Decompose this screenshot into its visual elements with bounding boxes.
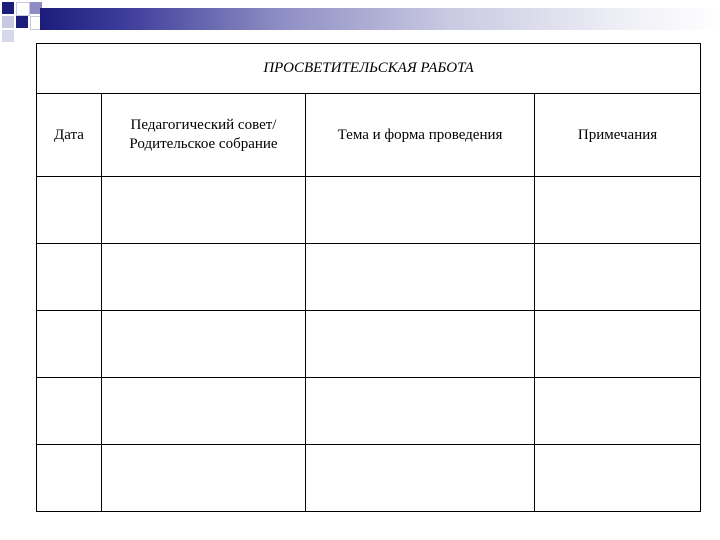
- decor-square: [16, 16, 28, 28]
- column-header-topic: [306, 94, 535, 177]
- table-title: ПРОСВЕТИТЕЛЬСКАЯ РАБОТА: [37, 44, 701, 94]
- column-header-date: [37, 94, 102, 177]
- header-row: [37, 94, 701, 177]
- table-row: [37, 311, 701, 378]
- table-cell[interactable]: [535, 311, 701, 378]
- column-header-label: Примечания: [577, 126, 658, 143]
- decor-square: [2, 16, 14, 28]
- table-cell[interactable]: [37, 445, 102, 512]
- decorative-header-band: [0, 0, 720, 40]
- table-cell[interactable]: [535, 378, 701, 445]
- table-cell[interactable]: [306, 378, 535, 445]
- column-header-label: Тема и форма проведения: [337, 126, 503, 143]
- table-cell[interactable]: [37, 244, 102, 311]
- table-cell[interactable]: [37, 378, 102, 445]
- table-cell[interactable]: [306, 311, 535, 378]
- table-cell[interactable]: [102, 244, 306, 311]
- table-cell[interactable]: [102, 445, 306, 512]
- table-row: [37, 244, 701, 311]
- title-row: [37, 44, 701, 94]
- table-row: [37, 378, 701, 445]
- table-cell[interactable]: [306, 177, 535, 244]
- table-cell[interactable]: [102, 311, 306, 378]
- table-cell[interactable]: [535, 244, 701, 311]
- table-cell[interactable]: [535, 445, 701, 512]
- table-cell[interactable]: [306, 445, 535, 512]
- table-cell[interactable]: [37, 177, 102, 244]
- table-row: [37, 445, 701, 512]
- gradient-bar: [40, 8, 720, 30]
- column-header-notes: [535, 94, 701, 177]
- education-work-table: [36, 43, 701, 512]
- column-header-label: Дата: [54, 126, 84, 143]
- table-row: [37, 177, 701, 244]
- table-cell[interactable]: [306, 244, 535, 311]
- decor-square: [16, 2, 30, 16]
- decor-square: [2, 2, 14, 14]
- table-cell[interactable]: [102, 177, 306, 244]
- column-header-label: Педагогический совет/Родительское собрание: [129, 117, 278, 152]
- table-cell[interactable]: [535, 177, 701, 244]
- table-cell[interactable]: [37, 311, 102, 378]
- table-cell[interactable]: [102, 378, 306, 445]
- decor-square: [2, 30, 14, 42]
- column-header-council: [102, 94, 306, 177]
